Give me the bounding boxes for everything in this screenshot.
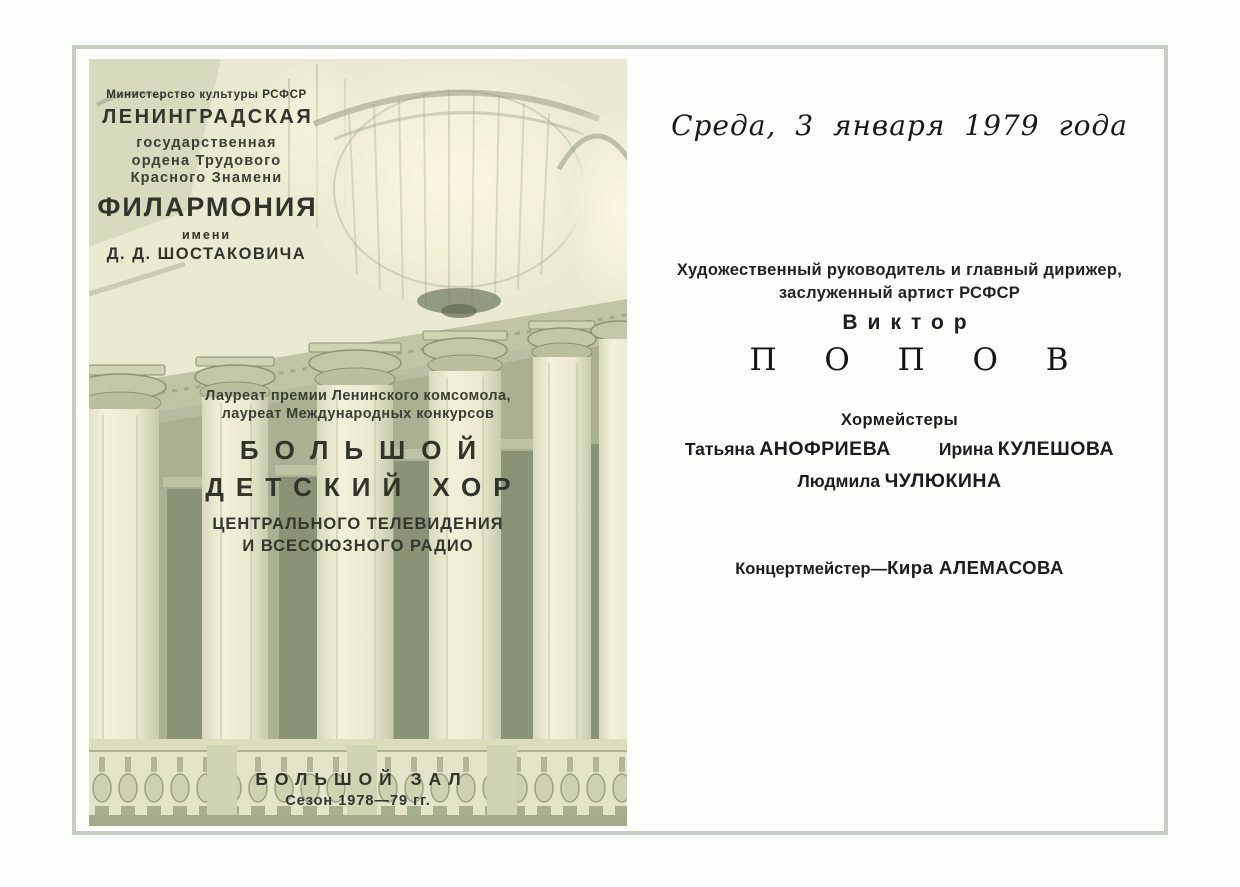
gov-line-1: государственная <box>136 135 277 151</box>
program-page <box>627 49 1172 839</box>
gov-line-3: Красного Знамени <box>130 170 283 186</box>
hall-name: БОЛЬШОЙ ЗАЛ <box>255 769 468 789</box>
choirmaster-3-last: ЧУЛЮКИНА <box>884 470 1002 492</box>
gov-line-2: ордена Трудового <box>131 152 282 169</box>
director-first-name: Виктор <box>842 311 977 334</box>
choirmaster-1-first: Татьяна <box>684 439 755 459</box>
choir-title-line-2: ДЕТСКИЙ ХОР <box>205 472 523 502</box>
concertmaster-name: Кира АЛЕМАСОВА <box>887 557 1064 578</box>
choirmasters-row-2 <box>627 470 1172 493</box>
choirmaster-3 <box>797 470 1001 493</box>
choirmaster-2-first: Ирина <box>938 439 994 459</box>
director-title-line-2: заслуженный артист РСФСР <box>778 284 1021 302</box>
choirmaster-2 <box>939 438 1114 461</box>
choirmaster-2-last: КУЛЕШОВА <box>997 438 1115 460</box>
choirmaster-1-last: АНОФРИЕВА <box>759 438 891 460</box>
choirmasters-row-1 <box>627 438 1172 461</box>
choirmaster-3-first: Людмила <box>797 471 881 491</box>
concert-date: Среда, 3 января 1979 года <box>671 109 1128 142</box>
philharmonia-city: ЛЕНИНГРАДСКАЯ <box>102 106 314 128</box>
ministry-line: Министерство культуры РСФСР <box>106 89 307 101</box>
choirmaster-1 <box>685 438 891 461</box>
hall-footer <box>89 769 627 809</box>
laureate-line-1: Лауреат премии Ленинского комсомола, <box>205 388 511 404</box>
laureate-line-2: лауреат Международных конкурсов <box>221 406 495 422</box>
choir-title-line-1: БОЛЬШОЙ <box>239 435 493 465</box>
choir-subtitle-1: ЦЕНТРАЛЬНОГО ТЕЛЕВИДЕНИЯ <box>212 515 504 533</box>
cover-photo-panel <box>89 59 627 826</box>
director-last-name: П О П О В <box>749 342 1088 378</box>
choir-title-block <box>89 387 627 557</box>
philharmonia-header <box>89 89 324 264</box>
choir-subtitle-2: И ВСЕСОЮЗНОГО РАДИО <box>242 537 474 555</box>
choirmasters-label: Хормейстеры <box>840 411 959 429</box>
concertmaster-line <box>627 557 1172 579</box>
imeni-line: имени <box>181 227 232 242</box>
philharmonia-name: ФИЛАРМОНИЯ <box>97 191 318 222</box>
season-line: Сезон 1978—79 гг. <box>285 793 431 809</box>
director-title-line-1: Художественный руководитель и главный дирижер, <box>676 261 1123 279</box>
director-title <box>627 259 1172 305</box>
named-after-line: Д. Д. ШОСТАКОВИЧА <box>106 244 307 263</box>
page-frame <box>72 45 1168 835</box>
concertmaster-label: Концертмейстер— <box>735 560 888 578</box>
